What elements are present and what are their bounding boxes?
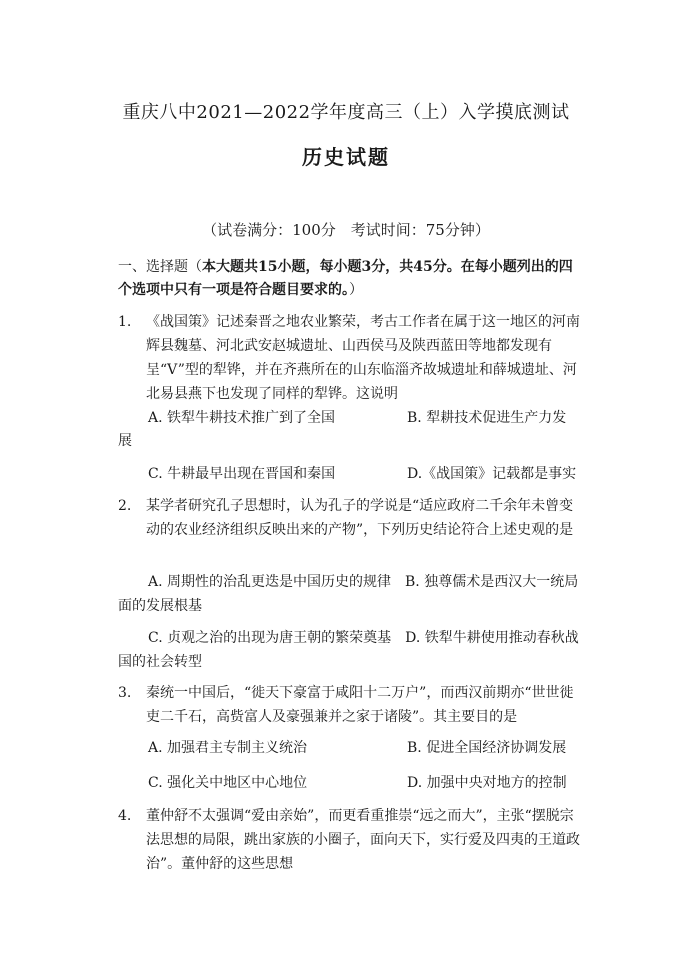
question-number: 4. — [118, 808, 132, 824]
question-number: 1. — [118, 314, 132, 330]
exam-title: 重庆八中2021—2022学年度高三（上）入学摸底测试 — [122, 102, 570, 123]
option-d: D.《战国策》记载都是事实 — [407, 466, 577, 482]
exam-info: （试卷满分：100分 考试时间：75分钟） — [202, 221, 490, 239]
section-instructions: 本大题共15小题，每小题3分，共45分。在每小题列出的四个选项中只有一项是符合题目要求的。 — [118, 259, 573, 298]
question-stem: 秦统一中国后，“徙天下豪富于咸阳十二万户”，而西汉前期亦“世世徙吏二千石，高赀富人及豪强兼并之家于诸陵”。其主要目的是 — [146, 685, 574, 725]
section-heading — [118, 256, 580, 302]
question-stem: 《战国策》记述秦晋之地农业繁荣，考古工作者在属于这一地区的河南辉县魏墓、河北武安赵城遗址、山西侯马及陕西蓝田等地都发现有呈“V”型的犁铧，并在齐燕所在的山东临淄齐故城遗址和薛城遗址、河北易县燕下也发现了同样的犁铧。这说明 — [146, 314, 580, 402]
option-d: D. 加强中央对地方的控制 — [407, 775, 567, 791]
option-c: C. 强化关中地区中心地位 — [148, 775, 308, 791]
question-1 — [118, 310, 580, 406]
option-b-line1: B. 犁耕技术促进生产力发 — [407, 410, 567, 426]
option-b: B. 促进全国经济协调发展 — [407, 740, 567, 756]
question-4 — [118, 804, 580, 876]
option-a: A. 铁犁牛耕技术推广到了全国 — [148, 410, 336, 426]
question-1-options-row-1 — [118, 407, 588, 453]
question-number: 2. — [118, 498, 132, 514]
option-b: B. 独尊儒术是西汉大一统局面的发展根基 — [118, 574, 579, 614]
question-3 — [118, 681, 580, 729]
question-2-options-row-1 — [118, 570, 588, 618]
question-2 — [118, 494, 580, 542]
section-prefix: 一、选择题（ — [118, 259, 202, 275]
option-b-line2: 展 — [118, 433, 132, 449]
subject-title: 历史试题 — [302, 145, 390, 169]
option-c: C. 牛耕最早出现在晋国和秦国 — [148, 466, 336, 482]
option-c: C. 贞观之治的出现为唐王朝的繁荣奠基 — [148, 630, 392, 646]
question-number: 3. — [118, 685, 132, 701]
question-stem: 某学者研究孔子思想时，认为孔子的学说是“适应政府二千余年未曾变动的农业经济组织反映出来的产物”，下列历史结论符合上述史观的是 — [146, 498, 574, 538]
option-a: A. 加强君主专制主义统治 — [148, 740, 308, 756]
question-2-options-row-2 — [118, 626, 588, 674]
section-suffix: ） — [349, 282, 363, 298]
option-a: A. 周期性的治乱更迭是中国历史的规律 — [148, 574, 392, 590]
question-stem: 董仲舒不太强调“爱由亲始”，而更看重推崇“远之而大”，主张“摆脱宗法思想的局限，跳出家族的小圈子，面向天下，实行爱及四夷的王道政治”。董仲舒的这些思想 — [146, 808, 580, 872]
option-d: D. 铁犁牛耕使用推动春秋战国的社会转型 — [118, 630, 579, 670]
